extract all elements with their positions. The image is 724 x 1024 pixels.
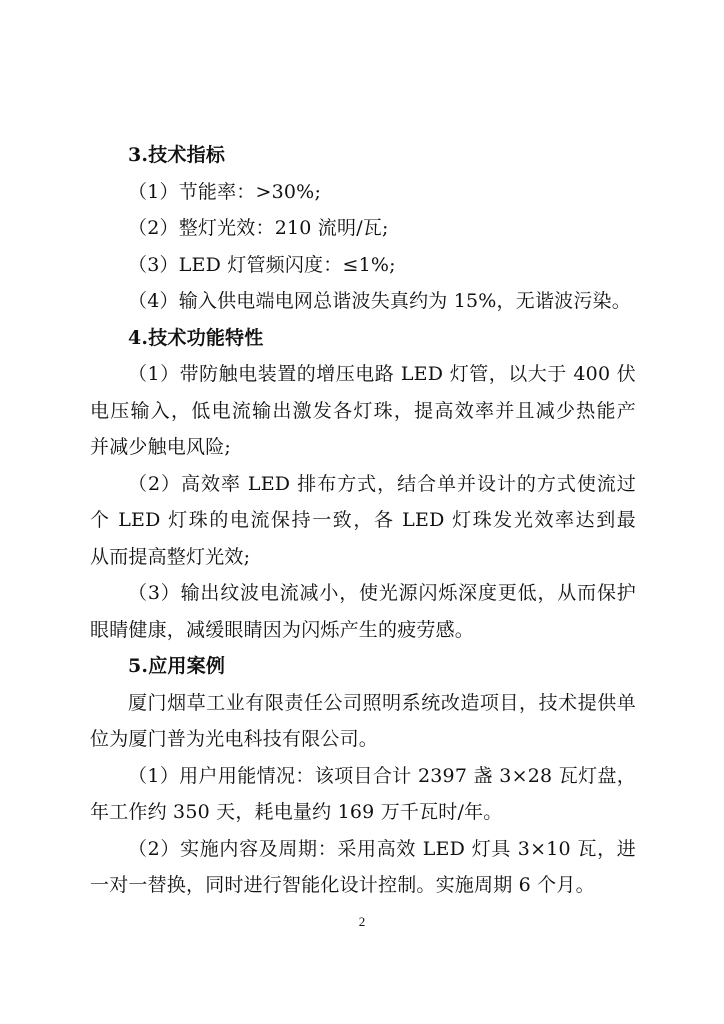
case-usage-line-2: 年工作约 350 天，耗电量约 169 万千瓦时/年。 (90, 801, 503, 823)
feature-2-line-3: 从而提高整灯光效; (90, 545, 251, 568)
feature-3-line-2: 眼睛健康，减缓眼睛因为闪烁产生的疲劳感。 (90, 618, 475, 641)
case-implementation-line-2: 一对一替换，同时进行智能化设计控制。实施周期 6 个月。 (90, 874, 595, 896)
section-heading-case: 5.应用案例 (128, 655, 226, 677)
case-intro-line-1: 厦门烟草工业有限责任公司照明系统改造项目，技术提供单 (128, 691, 636, 714)
document-body (90, 137, 636, 904)
page-number: 2 (358, 914, 366, 929)
feature-1-line-2: 电压输入，低电流输出激发各灯珠，提高效率并且减少热能产 (90, 399, 636, 422)
indicator-energy-saving: （1）节能率：>30%; (128, 180, 322, 203)
case-intro-line-2: 位为厦门普为光电科技有限公司。 (90, 728, 379, 750)
case-usage-line-1: （1）用户用能情况：该项目合计 2397 盏 3×28 瓦灯盘， (128, 764, 636, 787)
feature-1-line-1: （1）带防触电装置的增压电路 LED 灯管，以大于 400 伏 (128, 363, 636, 385)
feature-1-line-3: 并减少触电风险; (90, 436, 232, 458)
indicator-luminous-efficacy: （2）整灯光效：210 流明/瓦; (128, 217, 389, 239)
section-heading-indicators: 3.技术指标 (128, 144, 226, 166)
indicator-harmonic-distortion: （4）输入供电端电网总谐波失真约为 15%，无谐波污染。 (128, 290, 631, 312)
indicator-flicker: （3）LED 灯管频闪度：≤1%; (128, 253, 396, 276)
case-implementation-line-1: （2）实施内容及周期：采用高效 LED 灯具 3×10 瓦，进 (128, 837, 636, 860)
feature-3-line-1: （3）输出纹波电流减小，使光源闪烁深度更低，从而保护 (128, 582, 636, 604)
feature-2-line-1: （2）高效率 LED 排布方式，结合单并设计的方式使流过 (128, 472, 636, 495)
feature-2-line-2: 个 LED 灯珠的电流保持一致，各 LED 灯珠发光效率达到最 (90, 509, 636, 531)
section-heading-features: 4.技术功能特性 (128, 326, 264, 349)
